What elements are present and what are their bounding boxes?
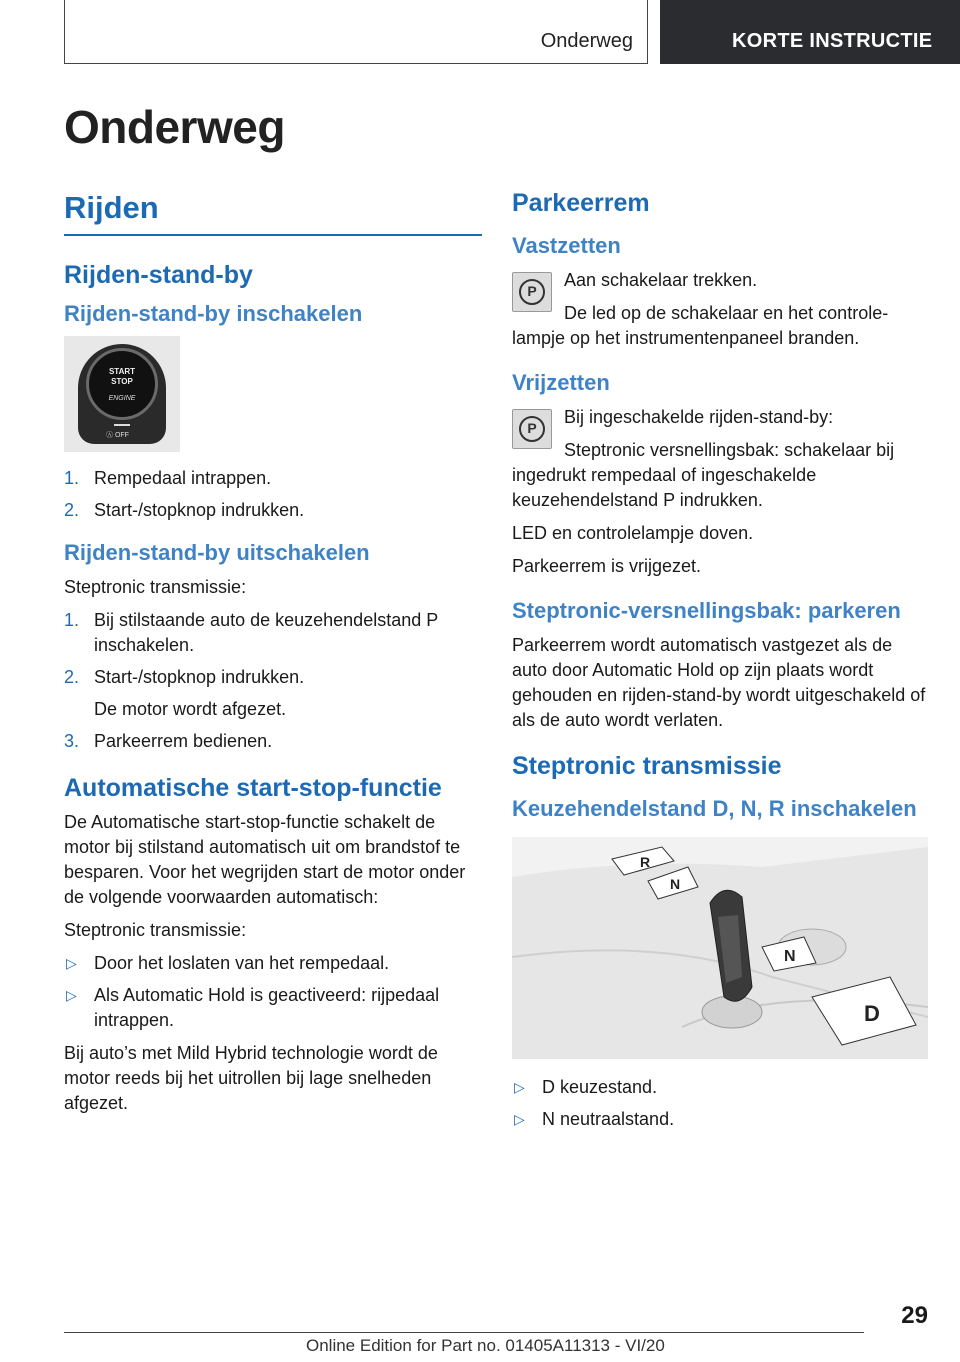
start-stop-text [89, 367, 155, 387]
list-item: ▷ N neutraalstand. [512, 1107, 928, 1132]
bullet-triangle-icon: ▷ [514, 1111, 525, 1127]
start-stop-knob [86, 348, 158, 420]
heading-standby: Rijden-stand-by [64, 261, 253, 289]
start-label: START [108, 367, 136, 376]
auto-start-stop-off-label: Ⓐ OFF [106, 432, 129, 439]
bullet-triangle-icon: ▷ [514, 1079, 525, 1095]
list-item: ▷ D keuzestand. [512, 1075, 928, 1100]
start-stop-button-image [64, 336, 180, 452]
left-column [64, 188, 482, 1124]
list-item: 3. Parkeerrem bedienen. [64, 731, 273, 751]
heading-vrijzetten: Vrijzetten [512, 370, 610, 395]
list-item-note: De motor wordt afgezet. [94, 699, 287, 719]
auto-paragraph-1: De Automatische start-stop-functie schakelt de motor bij stilstand automatisch uit om brandstof te besparen. Voor het wegrijden start de motor onder de volgende voorwaarden automatisch: [64, 812, 466, 907]
shifter-label-n-upper: N [670, 876, 681, 892]
vastzetten-text-2b: lampje op het instrumentenpaneel branden. [512, 328, 860, 348]
chapter-tab [660, 0, 960, 64]
auto-stop-indicator-line [114, 424, 130, 426]
steptronic-parkeren-text: Parkeerrem wordt automatisch vastgezet als de auto door Automatic Hold op zijn plaats wordt gehouden en rijden-stand-by wordt uitgeschakeld of als de auto wordt verlaten. [512, 635, 926, 730]
footer-edition: Online Edition for Part no. 01405A11313 - VI/20 [306, 1336, 665, 1355]
section-tab-label: Onderweg [540, 30, 633, 52]
auto-conditions [64, 951, 482, 1033]
heading-standby-on: Rijden-stand-by inschakelen [64, 301, 363, 326]
right-column [512, 188, 928, 1140]
parking-brake-icon: P [512, 409, 552, 449]
footer-divider [64, 1332, 864, 1333]
vastzetten-text-1: Aan schakelaar trekken. [564, 270, 758, 290]
list-item: 1. Bij stilstaande auto de keuzehendelstand P inschakelen. [64, 610, 438, 655]
vrijzetten-text-3: LED en controlelampje doven. [512, 523, 754, 543]
parking-brake-icon: P [512, 272, 552, 312]
vastzetten-block [512, 268, 928, 326]
page-title: Onderweg [64, 101, 285, 153]
chapter-tab-label: KORTE INSTRUCTIE [732, 30, 933, 52]
vrijzetten-text-4: Parkeerrem is vrijgezet. [512, 556, 702, 576]
list-item: ▷ Door het loslaten van het rempedaal. [64, 951, 482, 976]
standby-off-intro: Steptronic transmissie: [64, 577, 247, 597]
auto-paragraph-2: Steptronic transmissie: [64, 920, 247, 940]
heading-auto-start-stop: Automatische start-stop-functie [64, 774, 442, 802]
vrijzetten-block [512, 405, 928, 463]
vrijzetten-text-2b: ingedrukt rempedaal of ingeschakelde keuzehendelstand P indrukken. [512, 465, 817, 510]
heading-vastzetten: Vastzetten [512, 233, 621, 258]
gear-selector-image [512, 837, 928, 1059]
heading-gear-selection: Keuzehendelstand D, N, R inschakelen [512, 796, 917, 821]
heading-rijden: Rijden [64, 188, 482, 236]
standby-on-steps [64, 466, 482, 523]
engine-label: ENGINE [108, 395, 136, 402]
list-item: ▷ Als Automatic Hold is geactiveerd: rijpedaal intrappen. [66, 985, 440, 1030]
shifter-label-n-lower: N [784, 948, 796, 965]
vastzetten-text-2a: De led op de schakelaar en het controle- [564, 303, 889, 323]
heading-steptronic-transmissie: Steptronic transmissie [512, 752, 782, 780]
vrijzetten-text-2a: Steptronic versnellingsbak: schakelaar bij [564, 440, 895, 460]
bullet-triangle-icon: ▷ [66, 955, 77, 971]
bullet-triangle-icon: ▷ [66, 987, 77, 1003]
standby-off-steps [64, 608, 482, 754]
stop-label: STOP [111, 377, 133, 386]
vrijzetten-text-1: Bij ingeschakelde rijden-stand-by: [564, 407, 834, 427]
shifter-label-r: R [640, 854, 651, 870]
list-item: 1. Rempedaal intrappen. [64, 468, 272, 488]
heading-steptronic-parkeren: Steptronic-versnellingsbak: parkeren [512, 598, 901, 623]
list-item: 2. Start-/stopknop indrukken. De motor wordt afgezet. [64, 665, 482, 722]
heading-standby-off: Rijden-stand-by uitschakelen [64, 540, 370, 565]
gear-selector-illustration [512, 837, 928, 1059]
shifter-label-d: D [864, 1001, 880, 1026]
heading-parkeerrem: Parkeerrem [512, 189, 650, 217]
auto-paragraph-3: Bij auto’s met Mild Hybrid technologie wordt de motor reeds bij het uitrollen bij lage snelheden afgezet. [64, 1043, 438, 1113]
gear-positions [512, 1075, 928, 1132]
list-item: 2. Start-/stopknop indrukken. [64, 500, 305, 520]
section-tab [64, 0, 648, 64]
page-number: 29 [901, 1302, 928, 1329]
